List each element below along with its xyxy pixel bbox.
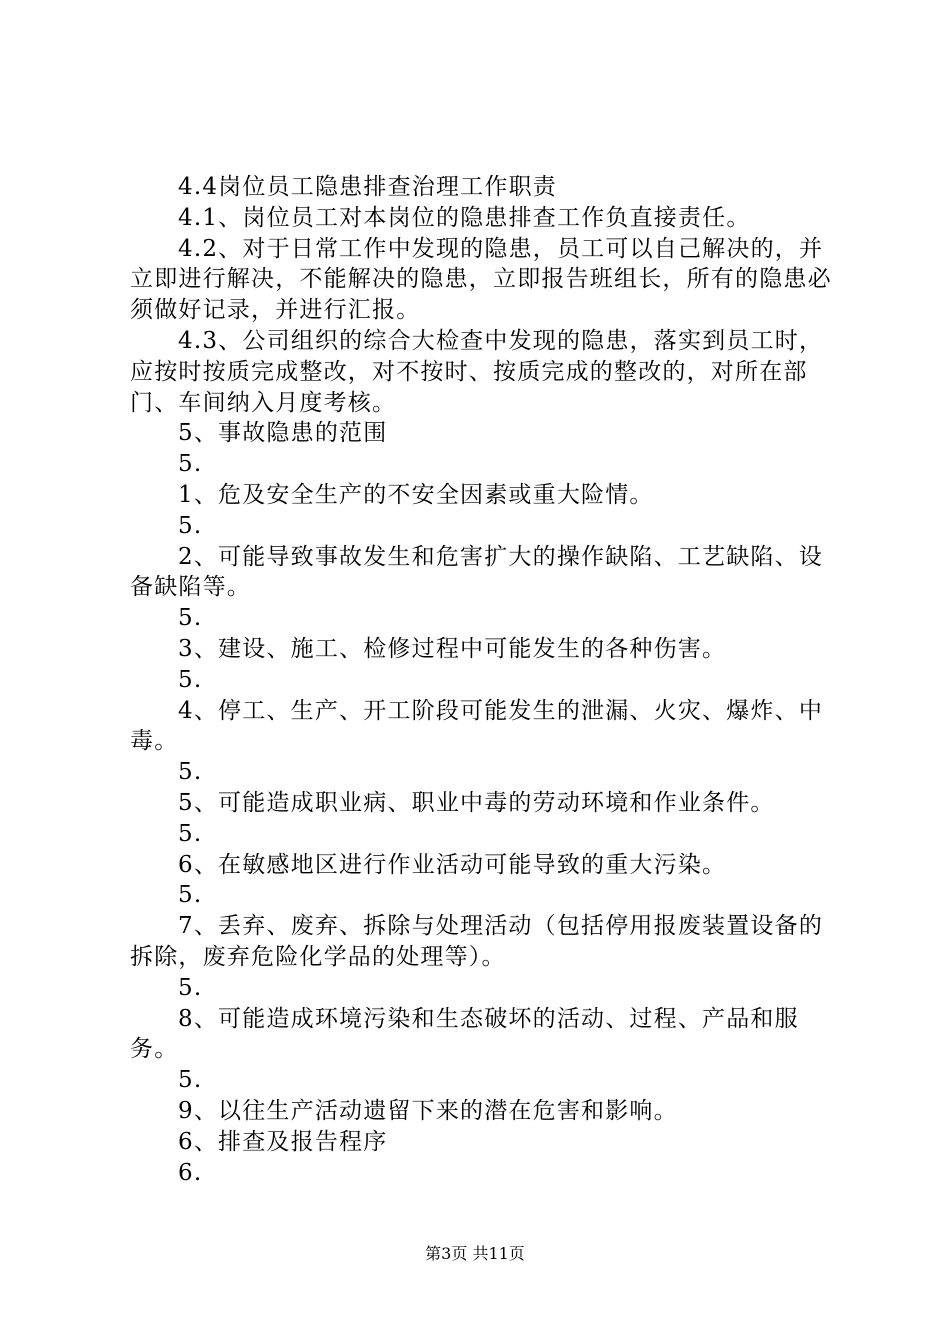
paragraph: 4、停工、生产、开工阶段可能发生的泄漏、火灾、爆炸、中毒。 <box>130 697 824 755</box>
paragraph: 5、可能造成职业病、职业中毒的劳动环境和作业条件。 <box>178 789 775 816</box>
paragraph: 3、建设、施工、检修过程中可能发生的各种伤害。 <box>178 635 727 662</box>
paragraph: 5. <box>178 974 203 1001</box>
paragraph: 5. <box>178 451 203 478</box>
paragraph: 9、以往生产活动遗留下来的潜在危害和影响。 <box>178 1097 678 1124</box>
paragraph: 5. <box>178 820 203 847</box>
paragraph: 5. <box>178 666 203 693</box>
paragraph: 7、丢弃、废弃、拆除与处理活动（包括停用报废装置设备的拆除，废弃危险化学品的处理等）。 <box>130 913 824 970</box>
paragraph: 4.3、公司组织的综合大检查中发现的隐患，落实到员工时，应按时按质完成整改，对不按时、按质完成的整改的，对所在部门、车间纳入月度考核。 <box>130 327 824 416</box>
paragraph: 6. <box>178 1159 203 1186</box>
paragraph: 5. <box>178 1067 203 1094</box>
paragraph: 5. <box>178 759 203 786</box>
paragraph: 4.2、对于日常工作中发现的隐患，员工可以自己解决的，并立即进行解决，不能解决的隐患，立即报告班组长，所有的隐患必须做好记录，并进行汇报。 <box>130 235 832 324</box>
paragraph: 1、危及安全生产的不安全因素或重大险情。 <box>178 481 654 508</box>
section-heading: 5、事故隐患的范围 <box>178 420 388 447</box>
document-body <box>130 172 836 1188</box>
paragraph: 5. <box>178 512 203 539</box>
page-number-footer: 第3页 共11页 <box>425 1244 525 1263</box>
paragraph: 4.4岗位员工隐患排查治理工作职责 <box>178 174 557 200</box>
paragraph: 8、可能造成环境污染和生态破坏的活动、过程、产品和服务。 <box>130 1005 799 1063</box>
paragraph: 5. <box>178 605 203 632</box>
paragraph: 5. <box>178 882 203 909</box>
paragraph: 4.1、岗位员工对本岗位的隐患排查工作负直接责任。 <box>178 204 751 231</box>
section-heading: 6、排查及报告程序 <box>178 1128 388 1155</box>
paragraph: 2、可能导致事故发生和危害扩大的操作缺陷、工艺缺陷、设备缺陷等。 <box>130 543 824 601</box>
paragraph: 6、在敏感地区进行作业活动可能导致的重大污染。 <box>178 851 727 878</box>
